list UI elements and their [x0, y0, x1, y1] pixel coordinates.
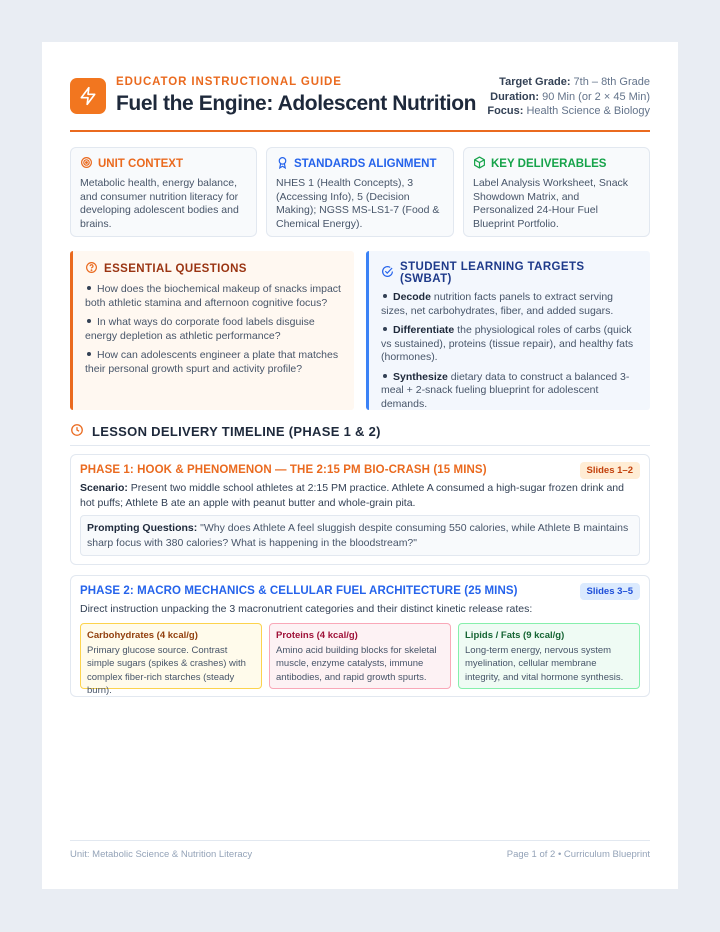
clock-icon	[70, 423, 84, 440]
phase-intro: Direct instruction unpacking the 3 macronutrient categories and their distinct kinetic release rates:	[80, 603, 533, 615]
meta-focus: Focus: Health Science & Biology	[487, 105, 650, 117]
macro-title: Lipids / Fats (9 kcal/g)	[465, 629, 565, 641]
standards-card	[266, 147, 454, 237]
deliverables-card	[463, 147, 650, 237]
section-title: LESSON DELIVERY TIMELINE (PHASE 1 & 2)	[92, 424, 381, 439]
card-title: KEY DELIVERABLES	[491, 158, 607, 170]
check-circle-icon	[381, 265, 394, 281]
macro-title: Carbohydrates (4 kcal/g)	[87, 629, 198, 641]
footer-page: Page 1 of 2 • Curriculum Blueprint	[506, 849, 650, 860]
card-body: NHES 1 (Health Concepts), 3 (Accessing Info), 5 (Decision Making); NGSS MS-LS1-7 (Food & Chemical Energy).	[276, 177, 440, 230]
meta-grade: Target Grade: 7th – 8th Grade	[499, 76, 650, 88]
macro-card-carbohydrates	[80, 623, 262, 696]
target-icon	[80, 156, 93, 172]
help-circle-icon	[85, 261, 98, 277]
guide-page	[42, 42, 678, 889]
macro-grid	[80, 623, 640, 696]
slides-badge: Slides 3–5	[580, 583, 640, 600]
essential-questions	[70, 251, 354, 410]
meta-duration: Duration: 90 Min (or 2 × 45 Min)	[490, 90, 650, 103]
macro-card-proteins	[269, 623, 451, 689]
award-icon	[276, 156, 289, 172]
slides-badge: Slides 1–2	[580, 462, 640, 479]
timeline-heading	[70, 424, 650, 446]
phase-1-card	[70, 454, 650, 565]
lightning-icon	[70, 78, 106, 114]
macro-card-lipids	[458, 623, 640, 689]
list-item: How can adolescents engineer a plate that matches their personal growth spurt and activity profile?	[85, 349, 339, 375]
guide-eyebrow: EDUCATOR INSTRUCTIONAL GUIDE	[116, 76, 342, 88]
course-meta	[487, 75, 650, 119]
page-title: Fuel the Engine: Adolescent Nutrition	[116, 92, 477, 115]
unit-context-card	[70, 147, 257, 237]
section-title: STUDENT LEARNING TARGETS (SWBAT)	[400, 261, 585, 285]
prompting-questions: Prompting Questions: "Why does Athlete A feel sluggish despite consuming 550 calories, while Athlete B maintains sharp focus with 380 calories? What is happening in the bloodstream?"	[80, 515, 640, 556]
list-item: Decode nutrition facts panels to extract serving sizes, net carbohydrates, fiber, and added sugars.	[381, 291, 614, 317]
cube-icon	[473, 156, 486, 172]
list-item: Differentiate the physiological roles of carbs (quick vs sustained), proteins (tissue repair), and healthy fats (hormones).	[381, 324, 634, 363]
phase-title: PHASE 2: MACRO MECHANICS & CELLULAR FUEL ARCHITECTURE (25 MINS)	[80, 585, 518, 597]
phase-title: PHASE 1: HOOK & PHENOMENON — THE 2:15 PM BIO-CRASH (15 MINS)	[80, 464, 487, 476]
macro-body: Amino acid building blocks for skeletal muscle, enzyme catalysts, immune antibodies, and rapid growth spurts.	[276, 644, 437, 683]
card-body: Label Analysis Worksheet, Snack Showdown Matrix, and Personalized 24-Hour Fuel Blueprint Portfolio.	[473, 177, 629, 230]
card-body: Metabolic health, energy balance, and consumer nutrition literacy for developing adolescent bodies and brains.	[80, 177, 239, 230]
macro-body: Primary glucose source. Contrast simple sugars (spikes & crashes) with complex fiber-rich starches (steady burn).	[87, 644, 246, 696]
phase-2-card	[70, 575, 650, 697]
page-footer	[70, 840, 650, 860]
macro-body: Long-term energy, nervous system myelination, cellular membrane integrity, and vital hormone synthesis.	[465, 644, 624, 683]
list-item: How does the biochemical makeup of snacks impact both athletic stamina and afternoon cognitive focus?	[85, 283, 341, 309]
scenario-text: Scenario: Present two middle school athletes at 2:15 PM practice. Athlete A consumed a high-sugar frozen drink and hot puffs; Athlete B ate an apple with peanut butter and whole-grain pita.	[80, 482, 624, 509]
card-title: UNIT CONTEXT	[98, 158, 183, 170]
list-item: In what ways do corporate food labels disguise energy depletion as athletic performance?	[85, 316, 315, 342]
learning-targets	[366, 251, 650, 410]
macro-title: Proteins (4 kcal/g)	[276, 629, 358, 641]
footer-unit: Unit: Metabolic Science & Nutrition Literacy	[70, 849, 253, 860]
list-item: Synthesize dietary data to construct a balanced 3-meal + 2-snack fueling blueprint for adolescent demands.	[381, 370, 630, 410]
header	[70, 76, 650, 132]
card-title: STANDARDS ALIGNMENT	[294, 158, 437, 170]
section-title: ESSENTIAL QUESTIONS	[104, 263, 247, 275]
